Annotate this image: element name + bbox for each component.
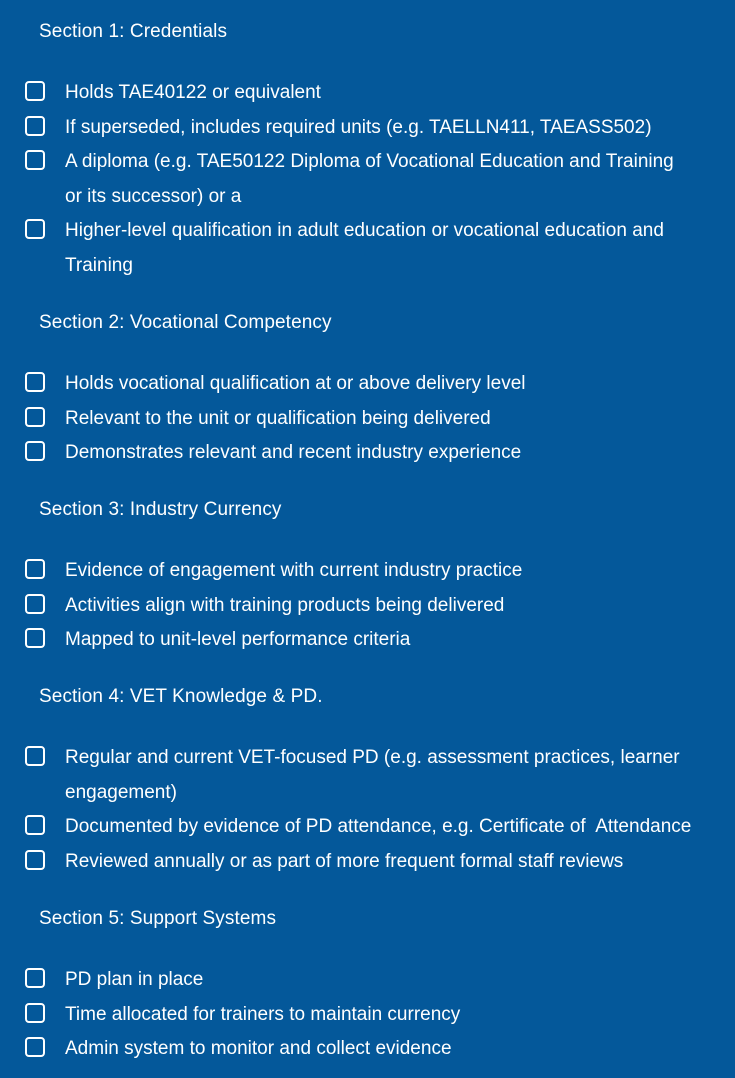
checkbox[interactable] — [25, 559, 45, 579]
checklist-item-label: Holds vocational qualification at or above delivery level — [65, 373, 526, 394]
checkbox[interactable] — [25, 815, 45, 835]
checklist-item — [0, 623, 735, 658]
checkbox[interactable] — [25, 594, 45, 614]
checkbox[interactable] — [25, 1003, 45, 1023]
checklist-item-label: Activities align with training products being delivered — [65, 594, 505, 616]
checklist-item — [0, 810, 735, 845]
checklist-item-label: Evidence of engagement with current industry practice — [65, 560, 523, 581]
checkbox[interactable] — [25, 1037, 45, 1057]
checklist-item — [0, 589, 735, 624]
checklist-item-label: Demonstrates relevant and recent industry experience — [65, 442, 522, 464]
checklist-item — [0, 145, 735, 214]
checklist-item — [0, 436, 735, 471]
checklist-item — [0, 963, 735, 998]
checklist — [0, 741, 735, 879]
checklist-item-label: Relevant to the unit or qualification being delivered — [65, 407, 491, 429]
checklist-item — [0, 402, 735, 437]
checkbox[interactable] — [25, 150, 45, 170]
checklist-item-label: Holds TAE40122 or equivalent — [65, 82, 321, 103]
checklist-item-label: Higher-level qualification in adult education or vocational education and Training — [65, 220, 664, 276]
checklist — [0, 76, 735, 284]
checklist-item — [0, 1032, 735, 1067]
checkbox[interactable] — [25, 372, 45, 392]
checkbox[interactable] — [25, 116, 45, 136]
checklist — [0, 367, 735, 471]
checkbox[interactable] — [25, 219, 45, 239]
checklist — [0, 963, 735, 1067]
checklist-item — [0, 741, 735, 810]
checklist-item — [0, 214, 735, 283]
section-title: Section 2: Vocational Competency — [39, 312, 332, 333]
checkbox[interactable] — [25, 850, 45, 870]
checklist-item — [0, 998, 735, 1033]
checklist-item-label: Documented by evidence of PD attendance, e.g. Certificate of Attendance — [65, 816, 692, 838]
checklist-item — [0, 554, 735, 589]
section-title: Section 5: Support Systems — [39, 908, 277, 929]
checklist-item — [0, 111, 735, 146]
checklist-item — [0, 76, 735, 111]
checklist-item-label: Reviewed annually or as part of more frequent formal staff reviews — [65, 850, 624, 872]
checkbox[interactable] — [25, 407, 45, 427]
checkbox[interactable] — [25, 628, 45, 648]
checklist-item — [0, 845, 735, 880]
section-title: Section 3: Industry Currency — [39, 499, 282, 520]
checklist-item — [0, 367, 735, 402]
checkbox[interactable] — [25, 441, 45, 461]
checkbox[interactable] — [25, 746, 45, 766]
checklist-item-label: PD plan in place — [65, 969, 204, 990]
checklist-item-label: Time allocated for trainers to maintain currency — [65, 1003, 461, 1025]
checklist-item-label: Mapped to unit-level performance criteria — [65, 629, 411, 651]
checkbox[interactable] — [25, 81, 45, 101]
checklist — [0, 554, 735, 658]
checklist-item-label: A diploma (e.g. TAE50122 Diploma of Vocational Education and Training or its successor) or a — [65, 151, 674, 207]
section-title: Section 4: VET Knowledge & PD. — [39, 686, 323, 707]
checklist-item-label: If superseded, includes required units (e.g. TAELLN411, TAEASS502) — [65, 116, 652, 138]
section-title: Section 1: Credentials — [39, 21, 228, 42]
checkbox[interactable] — [25, 968, 45, 988]
checklist-item-label: Regular and current VET-focused PD (e.g. assessment practices, learner engagement) — [65, 747, 680, 803]
checklist-item-label: Admin system to monitor and collect evidence — [65, 1038, 452, 1060]
